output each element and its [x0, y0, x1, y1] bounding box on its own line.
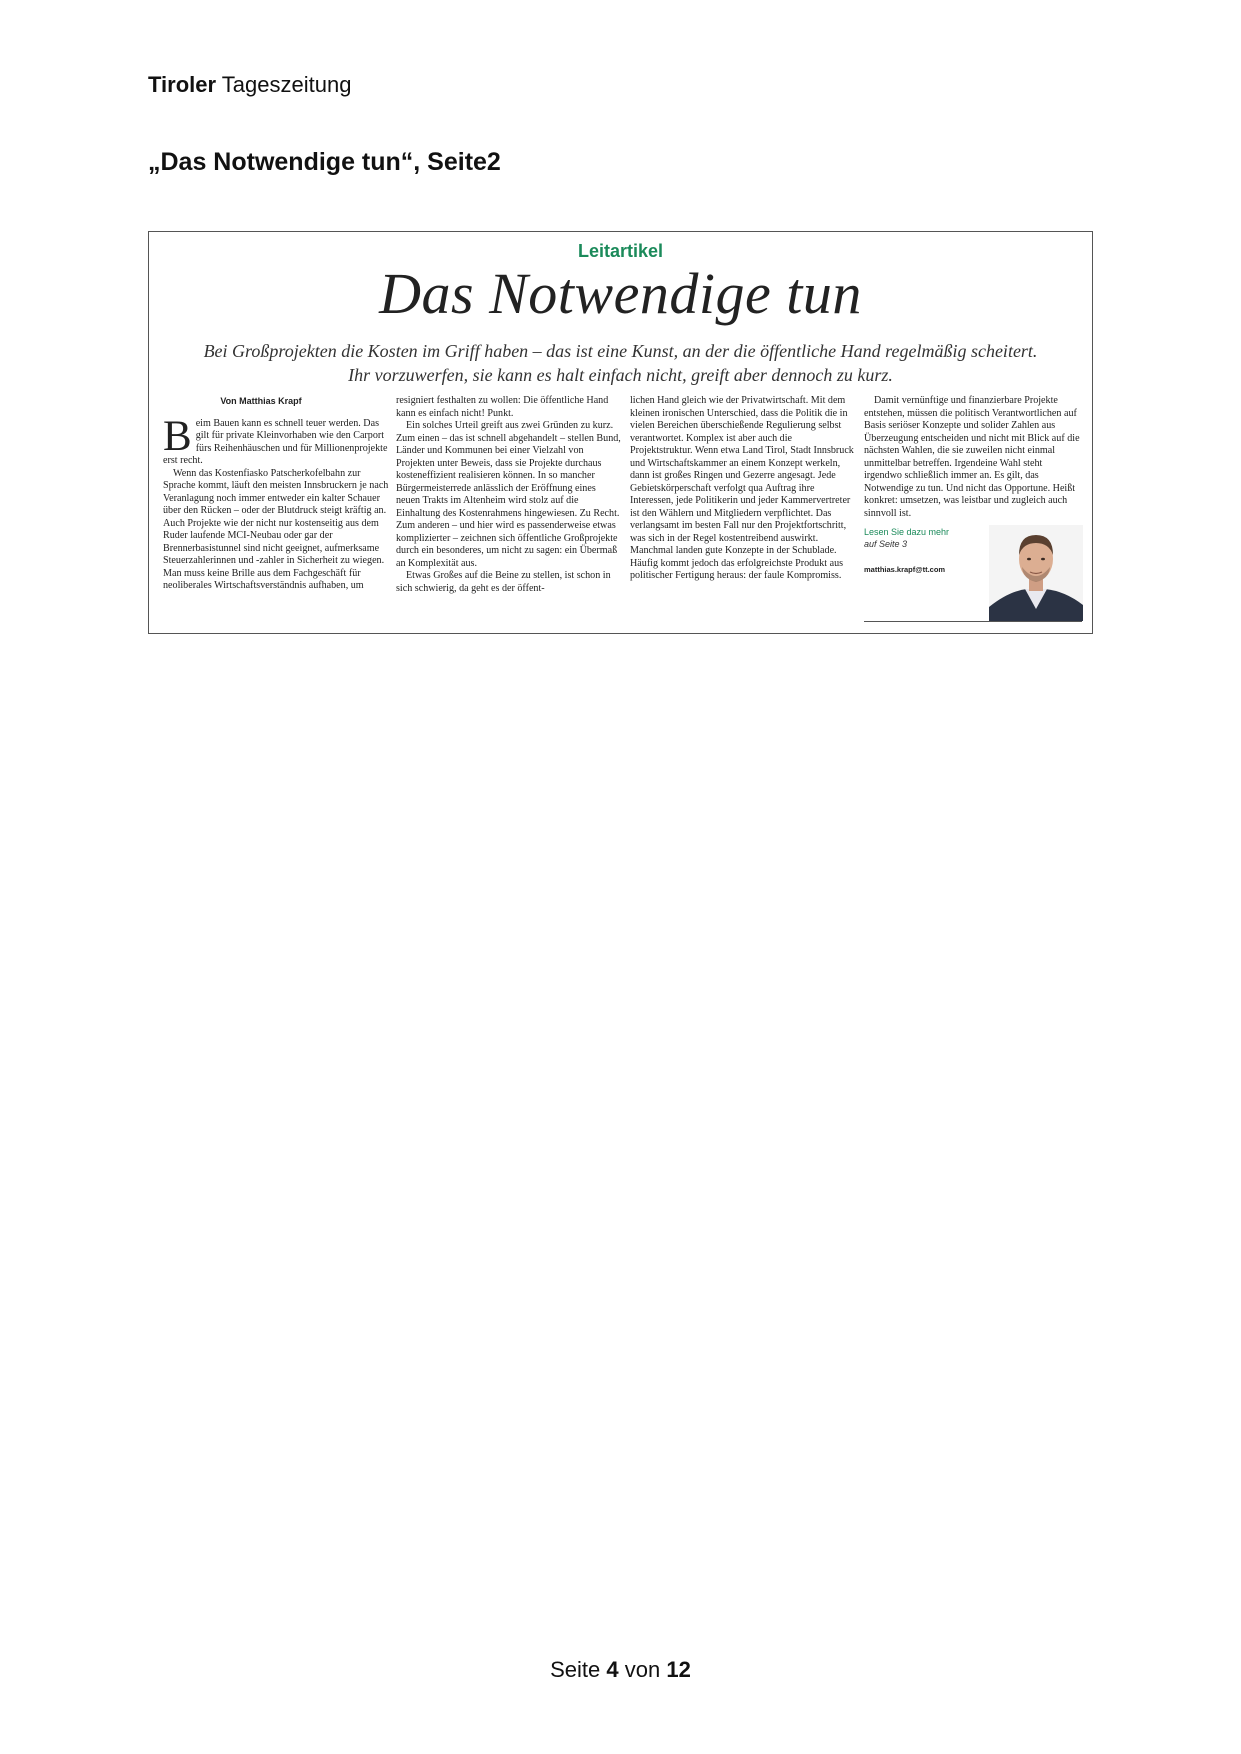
brand-rest: Tageszeitung: [221, 72, 352, 97]
lead-line-2: Ihr vorzuwerfen, sie kann es halt einfach nicht, greift aber dennoch zu kurz.: [348, 365, 893, 385]
see-more-label: Lesen Sie dazu mehr: [864, 527, 950, 537]
document-title: „Das Notwendige tun“, Seite2: [148, 148, 501, 176]
lead-line-1: Bei Großprojekten die Kosten im Griff haben – das ist eine Kunst, an der die öffentliche Hand regelmäßig scheitert.: [203, 341, 1038, 361]
column-4-paragraph-1: Damit vernünftige und finanzierbare Projekte entstehen, müssen die politisch Verantwortlichen auf Basis seriöser Konzepte und solider Zahlen aus Überzeugung entscheiden und nicht mit Blick auf die nächsten Wahlen, die sie zuweilen nicht einmal unmittelbar betreffen. Irgendeine Wahl steht irgendwo schließlich immer an. Es gilt, das Notwendige zu tun. Und nicht das Opportune. Heißt konkret: umsetzen, was leistbar und zugleich auch sinnvoll ist.: [864, 395, 1080, 519]
column-1-paragraph-1: [163, 412, 389, 468]
column-2-paragraph-2: Ein solches Urteil greift aus zwei Gründen zu kurz. Zum einen – das ist schnell abgehandelt – stellen Bund, Länder und Kommunen bei einer Vielzahl von Projekten unter Beweis, dass sie Projekte durchaus kosteneffizient realisieren können. In so mancher Bürgermeisterrede anlässlich der Eröffnung eines neuen Trakts im Altenheim wird stolz auf die Einhaltung des Kostenrahmens hingewiesen. Zu Recht. Zum anderen – und hier wird es passenderweise etwas komplizierter – zeichnen sich öffentliche Großprojekte durch ein besonderes, um nicht zu sagen: ein Übermaß an Komplexität aus.: [396, 420, 621, 569]
footer-prefix: Seite: [550, 1657, 601, 1682]
article-kicker: Leitartikel: [577, 241, 664, 261]
column-1-paragraph-1-text: eim Bauen kann es schnell teuer werden. Das gilt für private Kleinvorhaben wie den Carport fürs Reihenhäuschen und für Millionenprojekte erst recht.: [163, 417, 388, 466]
column-1-paragraph-2: Wenn das Kostenfiasko Patscherkofelbahn zur Sprache kommt, läuft den meisten Innsbruckern je nach Veranlagung noch immer entweder ein kalter Schauer über den Rücken – oder der Blutdruck steigt kräftig an. Auch Projekte wie der nicht nur kostenseitig aus dem Ruder laufende MCI-Neubau oder gar der Brennerbasistunnel sind nicht geeignet, aufmerksame Steuerzahlerinnen und -zahler in Sicherheit zu wiegen. Man muss keine Brille aus dem Fachgeschäft für neoliberales Wirtschaftsverständnis aufhaben, um: [163, 467, 389, 591]
author-portrait-graphic: [989, 525, 1083, 621]
article-clipping: [148, 231, 1093, 634]
article-column-1: [163, 395, 389, 593]
article-lead: [169, 339, 1072, 387]
byline: Von Matthias Krapf: [220, 396, 302, 406]
column-4-bottom-rule: [864, 621, 1082, 622]
newspaper-brand: [148, 72, 351, 98]
article-column-2: [396, 395, 622, 595]
author-email: matthias.krapf@tt.com: [864, 565, 946, 574]
author-portrait: [989, 525, 1083, 621]
column-2-paragraph-1: resigniert festhalten zu wollen: Die öffentliche Hand kann es einfach nicht! Punkt.: [396, 395, 609, 419]
column-2-paragraph-3: Etwas Großes auf die Beine zu stellen, ist schon in sich schwierig, da geht es der öffent-: [396, 570, 611, 594]
dropcap: B: [163, 412, 192, 460]
see-more-page: auf Seite 3: [864, 539, 908, 549]
see-more-box: [864, 526, 994, 550]
footer-middle: von: [624, 1657, 661, 1682]
brand-bold: Tiroler: [148, 72, 217, 97]
column-3-paragraph-1: lichen Hand gleich wie der Privatwirtschaft. Mit dem kleinen ironischen Unterschied, dass die Politik die in vielen Bereichen überschießende Regulierung selbst verantwortet. Komplex ist aber auch die Projektstruktur. Wenn etwa Land Tirol, Stadt Innsbruck und Wirtschaftskammer an einem Konzept werkeln, dann ist großes Ringen und Gezerre angesagt. Jede Gebietskörperschaft verfolgt qua Auftrag ihre Interessen, jede Politikerin und jeder Kammervertreter ist den Wählern und Mitgliedern verpflichtet. Das verlangsamt im besten Fall nur den Projektfortschritt, was sich in der Regel kostentreibend auswirkt. Manchmal landen gute Konzepte in der Schublade. Häufig kommt jedoch das erfolgreichste Produkt aus politischer Fertigung heraus: der faule Kompromiss.: [630, 395, 854, 581]
footer-current-page: 4: [606, 1657, 619, 1682]
footer-total-pages: 12: [666, 1657, 691, 1682]
article-column-3: [630, 395, 856, 583]
article-headline: Das Notwendige tun: [379, 261, 862, 326]
page-footer: [0, 1657, 1241, 1683]
